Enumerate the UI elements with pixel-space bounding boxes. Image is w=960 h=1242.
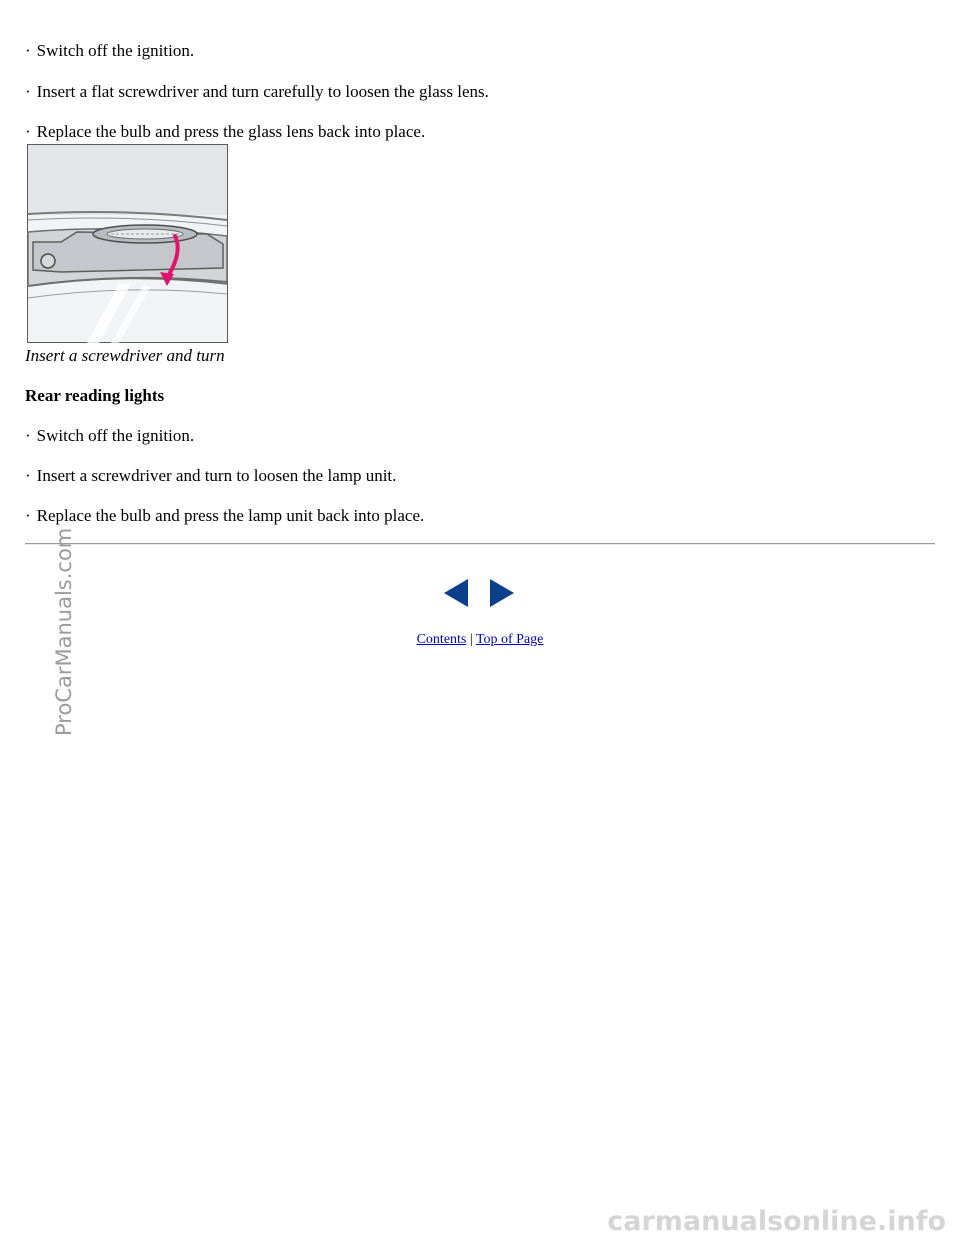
left-arrow-icon (442, 578, 470, 608)
bullet: · (25, 82, 31, 101)
horizontal-divider (25, 543, 935, 545)
step-item (25, 41, 194, 61)
bullet: · (25, 41, 31, 60)
bullet: · (25, 122, 31, 141)
side-watermark: ProCarManuals.com (52, 527, 76, 736)
step-item (25, 426, 194, 446)
step-text: Insert a flat screwdriver and turn carefully to loosen the glass lens. (36, 82, 489, 101)
step-text: Replace the bulb and press the glass lens back into place. (36, 122, 426, 141)
right-arrow-icon (488, 578, 516, 608)
bullet: · (25, 466, 31, 485)
figure-caption: Insert a screwdriver and turn (25, 346, 225, 365)
lamp-illustration (27, 144, 228, 343)
step-text: Replace the bulb and press the lamp unit back into place. (36, 506, 425, 525)
contents-link[interactable]: Contents (416, 632, 467, 647)
top-of-page-link[interactable]: Top of Page (475, 632, 544, 647)
footer-links (0, 632, 960, 648)
step-item (25, 122, 425, 142)
previous-page-button[interactable] (442, 578, 470, 608)
link-separator: | (469, 632, 473, 647)
bottom-watermark: carmanualsonline.info (607, 1206, 946, 1237)
bullet: · (25, 506, 31, 525)
bullet: · (25, 426, 31, 445)
step-text: Switch off the ignition. (36, 426, 195, 445)
step-text: Switch off the ignition. (36, 41, 195, 60)
section-heading: Rear reading lights (25, 386, 165, 405)
step-item (25, 466, 396, 486)
next-page-button[interactable] (488, 578, 516, 608)
step-item (25, 82, 489, 102)
step-text: Insert a screwdriver and turn to loosen the lamp unit. (36, 466, 397, 485)
step-item (25, 506, 424, 526)
